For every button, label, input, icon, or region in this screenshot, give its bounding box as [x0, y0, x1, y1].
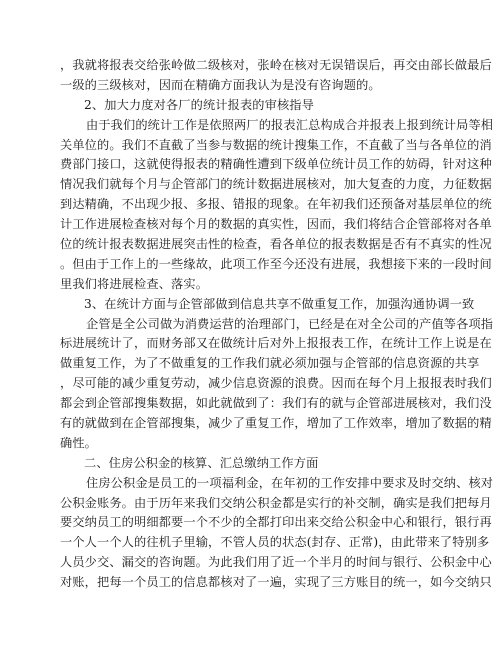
paragraph-first-line: 企管是全公司做为消费运营的治理部门，已经是在对全公司的产值等各项指 — [86, 316, 494, 331]
text-line: 关单位的。我们不直截了当参与数据的统计搜集工作，不直截了当与各单位的消 — [60, 137, 492, 152]
paragraph-first-line: 由于我们的统计工作是依照两厂的报表汇总构成合并报表上报到统计局等相 — [86, 117, 494, 132]
text-line: ，我就将报表交给张岭做二级核对，张岭在核对无误错误后，再交由部长做最后 — [60, 58, 492, 72]
text-line: 情况我们就每个月与企管部门的统计数据进展核对，加大复查的力度，力征数据 — [60, 177, 492, 192]
section-heading: 3、在统计方面与企管部做到信息共享不做重复工作，加强沟通协调一致 — [84, 296, 475, 311]
text-line: 要交纳员工的明细都要一个不少的全都打印出来交给公积金中心和银行，银行再 — [60, 515, 492, 530]
text-line: 做重复工作，为了不做重复的工作我们就必须加强与企管部的信息资源的共享 — [60, 356, 480, 371]
text-line: 费部门接口，这就使得报表的精确性遭到下级单位统计员工作的妨碍，针对这种 — [60, 157, 492, 172]
text-line: 确性。 — [60, 435, 98, 450]
text-line: 标进展统计了，而财务部又在做统计后对外上报报表工作，在统计工作上说是在 — [60, 336, 492, 351]
text-line: 一级的三级核对，因而在精确方面我认为是没有咨询题的。 — [60, 77, 381, 92]
text-line: 计工作进展检查核对每个月的数据的真实性，因而，我们将结合企管部将对各单 — [60, 217, 492, 232]
text-line: 一个人一个人的往机子里输，不管人员的状态(封存、正常)，由此带来了特别多 — [60, 535, 490, 550]
text-line: 到达精确，不出现少报、多报、错报的现象。在年初我们还预备对基层单位的统 — [60, 197, 492, 212]
document-page — [60, 56, 494, 593]
text-line: 位的统计报表数据进展突击性的检查，看各单位的报表数据是否有不真实的性况 — [60, 237, 492, 252]
paragraph-first-line: 住房公积金是员工的一项福利金，在年初的工作安排中要求及时交纳、核对 — [86, 475, 494, 490]
text-line: 里我们将进展检查、落实。 — [60, 276, 209, 291]
section-heading: 2、加大力度对各厂的统计报表的审核指导 — [84, 97, 314, 112]
text-line: 人员少交、漏交的咨询题。为此我们用了近一个半月的时间与银行、公积金中心 — [60, 555, 492, 570]
text-line: 都会到企管部搜集数据，如此就做到了：我们有的就与企管部进展核对，我们没 — [60, 396, 492, 411]
text-line: ，尽可能的减少重复劳动，减少信息资源的浪费。因而在每个月上报报表时我们 — [60, 376, 492, 391]
text-line: 对账，把每一个员工的信息都核对了一遍，实现了三方账目的统一，如今交纳只 — [60, 575, 492, 590]
section-heading: 二、住房公积金的核算、汇总缴纳工作方面 — [84, 455, 319, 470]
text-line: 。但由于工作上的一些缘故，此项工作至今还没有进展，我想接下来的一段时间 — [60, 256, 492, 271]
text-line: 有的就做到在企管部搜集，减少了重复工作，增加了工作效率，增加了数据的精 — [60, 416, 492, 431]
text-line: 公积金账务。由于历年来我们交纳公积金都是实行的补交制，确实是我们把每月 — [60, 495, 492, 510]
